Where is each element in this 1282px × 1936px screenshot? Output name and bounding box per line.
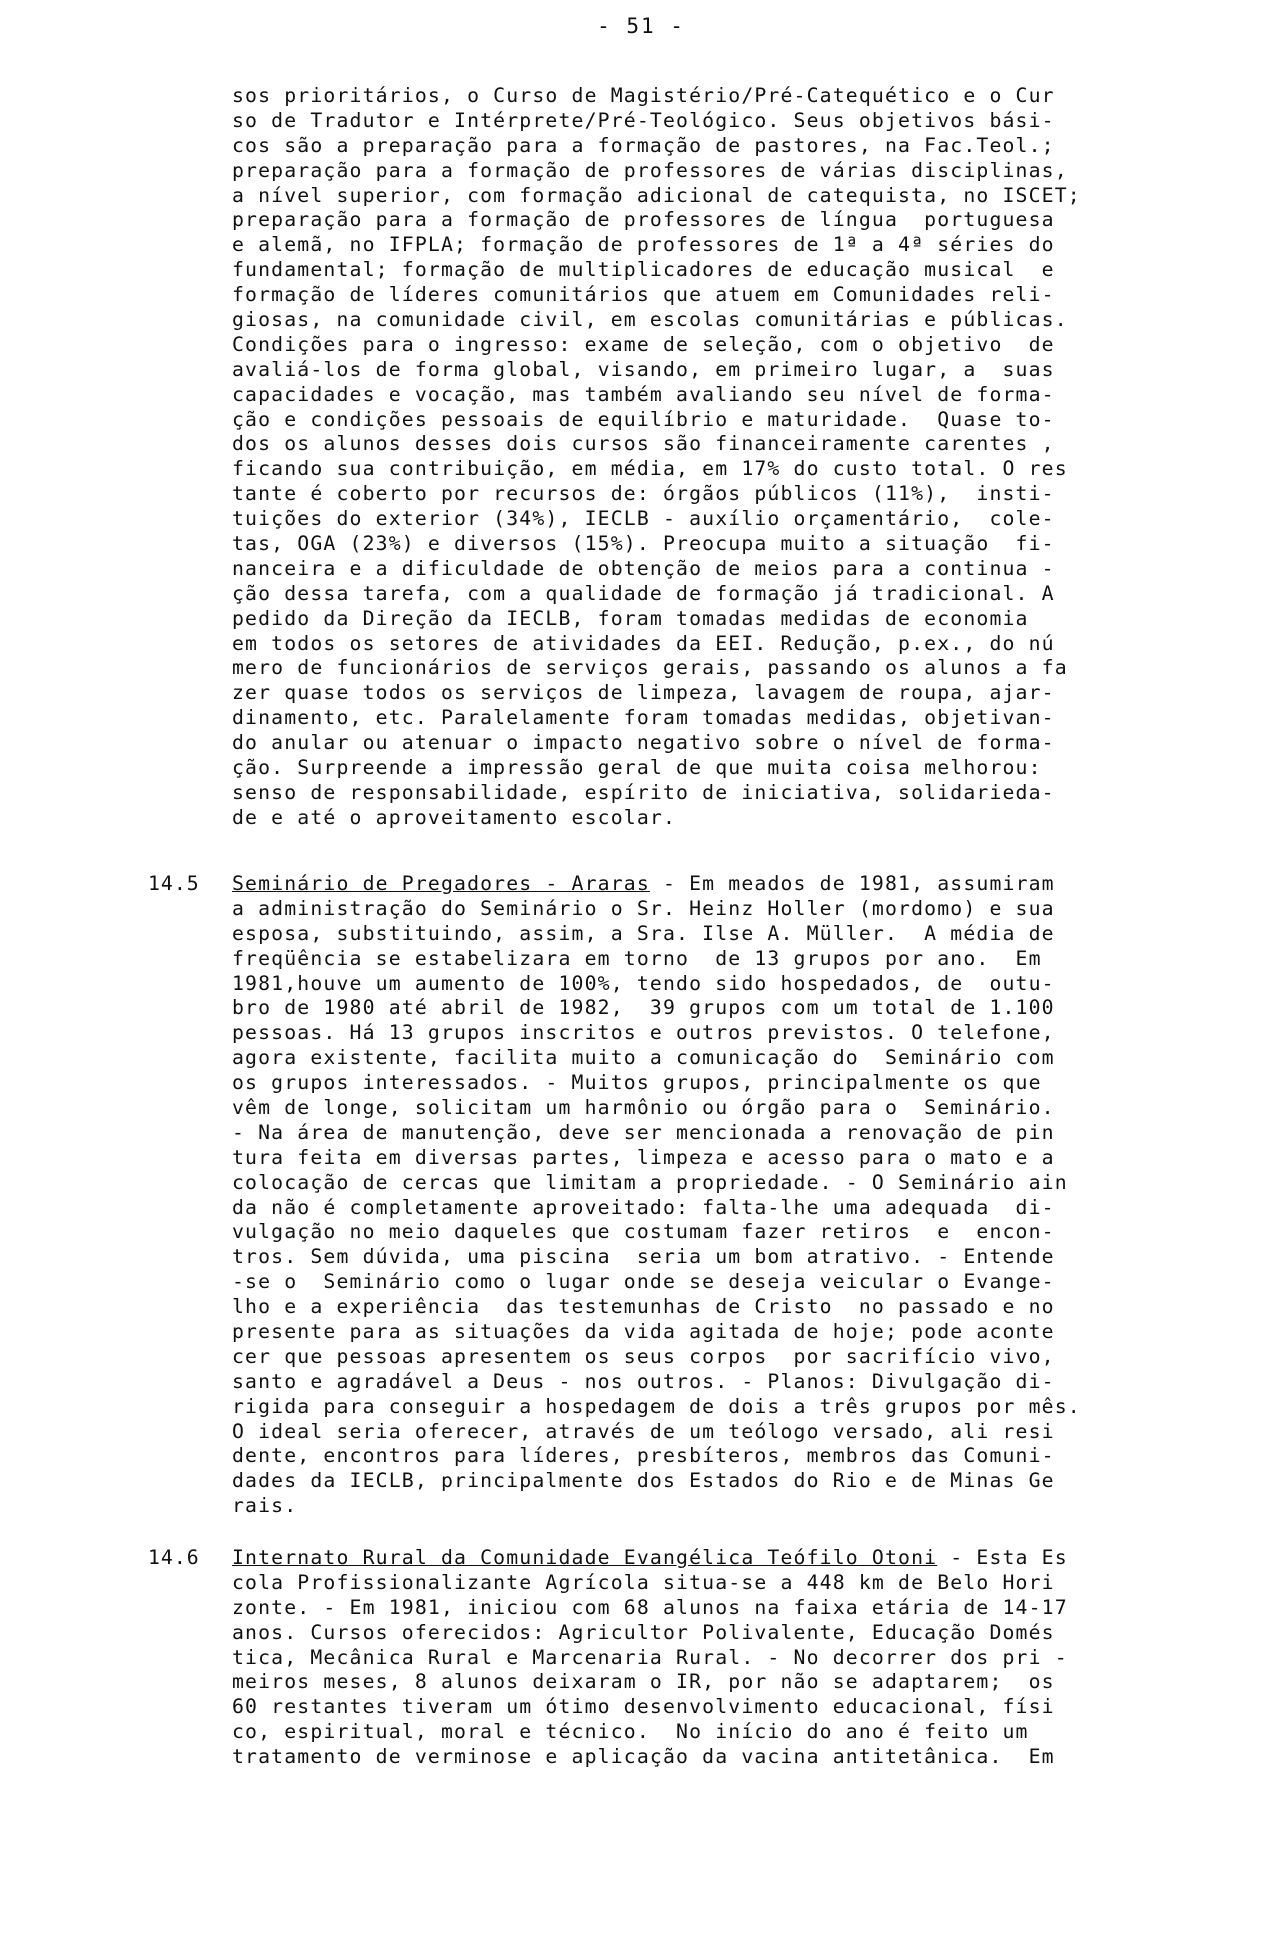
text-line: rigida para conseguir a hospedagem de dois a três grupos por mês.	[232, 1394, 1081, 1418]
text-line: O ideal seria oferecer, através de um teólogo versado, ali resi	[232, 1419, 1055, 1443]
text-line: anos. Cursos oferecidos: Agricultor Polivalente, Educação Domés	[232, 1620, 1055, 1644]
intro-paragraph	[232, 84, 1242, 831]
text-line: pessoas. Há 13 grupos inscritos e outros previstos. O telefone,	[232, 1021, 1055, 1045]
text-line: dades da IECLB, principalmente dos Estados do Rio e de Minas Ge	[232, 1469, 1055, 1493]
text-line: ção. Surpreende a impressão geral de que muita coisa melhorou:	[232, 756, 1042, 780]
text-line: dos os alunos desses dois cursos são financeiramente carentes ,	[232, 432, 1055, 456]
text-line: em todos os setores de atividades da EEI. Redução, p.ex., do nú	[232, 631, 1055, 655]
text-line: Condições para o ingresso: exame de seleção, com o objetivo de	[232, 332, 1055, 356]
section-14-5-paragraph	[232, 872, 1242, 1519]
text-line: bro de 1980 até abril de 1982, 39 grupos com um total de 1.100	[232, 996, 1055, 1020]
text-line: agora existente, facilita muito a comunicação do Seminário com	[232, 1046, 1055, 1070]
text-line: da não é completamente aproveitado: falta-lhe uma adequada di-	[232, 1195, 1055, 1219]
text-line: formação de líderes comunitários que atuem em Comunidades reli-	[232, 283, 1055, 307]
text-line: zer quase todos os serviços de limpeza, lavagem de roupa, ajar-	[232, 681, 1055, 705]
text-line: ção dessa tarefa, com a qualidade de formação já tradicional. A	[232, 581, 1055, 605]
text-line: 60 restantes tiveram um ótimo desenvolvimento educacional, físi	[232, 1695, 1055, 1719]
text-line: dinamento, etc. Paralelamente foram tomadas medidas, objetivan-	[232, 706, 1055, 730]
text-line: e alemã, no IFPLA; formação de professores de 1ª a 4ª séries do	[232, 233, 1055, 257]
section-14-5-heading: Seminário de Pregadores - Araras	[232, 872, 650, 895]
text-line: nanceira e a dificuldade de obtenção de meios para a continua -	[232, 556, 1055, 580]
text-line: tuições do exterior (34%), IECLB - auxílio orçamentário, cole-	[232, 507, 1055, 531]
text-line: 1981,houve um aumento de 100%, tendo sido hospedados, de outu-	[232, 971, 1055, 995]
text-line: rais.	[232, 1494, 298, 1518]
text-line: senso de responsabilidade, espírito de iniciativa, solidarieda-	[232, 780, 1055, 804]
text-line: tas, OGA (23%) e diversos (15%). Preocupa muito a situação fi-	[232, 532, 1055, 556]
text-line: ção e condições pessoais de equilíbrio e maturidade. Quase to-	[232, 407, 1055, 431]
text-line: colocação de cercas que limitam a propriedade. - O Seminário ain	[232, 1170, 1068, 1194]
text-line: de e até o aproveitamento escolar.	[232, 805, 677, 829]
text-line: lho e a experiência das testemunhas de Cristo no passado e no	[232, 1295, 1055, 1319]
text-line: presente para as situações da vida agitada de hoje; pode aconte	[232, 1320, 1055, 1344]
text-line: capacidades e vocação, mas também avaliando seu nível de forma-	[232, 382, 1055, 406]
text-line: preparação para a formação de professores de várias disciplinas,	[232, 158, 1068, 182]
text-line: os grupos interessados. - Muitos grupos, principalmente os que	[232, 1071, 1042, 1095]
text-line: giosas, na comunidade civil, em escolas comunitárias e públicas.	[232, 308, 1068, 332]
text-line: avaliá-los de forma global, visando, em primeiro lugar, a suas	[232, 357, 1055, 381]
text-line: - Na área de manutenção, deve ser mencionada a renovação de pin	[232, 1120, 1055, 1144]
text-line: tica, Mecânica Rural e Marcenaria Rural. - No decorrer dos pri -	[232, 1645, 1068, 1669]
text-line: tante é coberto por recursos de: órgãos públicos (11%), insti-	[232, 482, 1055, 506]
text-line: -se o Seminário como o lugar onde se deseja veicular o Evange-	[232, 1270, 1055, 1294]
text-line: mero de funcionários de serviços gerais, passando os alunos a fa	[232, 656, 1068, 680]
section-number-14-6: 14.6	[148, 1546, 200, 1569]
section-14-5-body	[232, 897, 1242, 1519]
text-line: a nível superior, com formação adicional de catequista, no ISCET;	[232, 183, 1081, 207]
section-number-14-5: 14.5	[148, 872, 200, 895]
section-14-6-paragraph	[232, 1546, 1242, 1770]
section-14-6-first-line-rest: - Esta Es	[937, 1546, 1068, 1569]
text-line: fundamental; formação de multiplicadores de educação musical e	[232, 258, 1055, 282]
section-14-6-heading: Internato Rural da Comunidade Evangélica Teófilo Otoni	[232, 1546, 938, 1569]
text-line: sos prioritários, o Curso de Magistério/Pré-Catequético e o Cur	[232, 84, 1055, 107]
text-line: a administração do Seminário o Sr. Heinz Holler (mordomo) e sua	[232, 896, 1055, 920]
text-line: so de Tradutor e Intérprete/Pré-Teológico. Seus objetivos bási-	[232, 108, 1055, 132]
text-line: do anular ou atenuar o impacto negativo sobre o nível de forma-	[232, 731, 1055, 755]
text-line: meiros meses, 8 alunos deixaram o IR, por não se adaptarem; os	[232, 1670, 1055, 1694]
text-line: esposa, substituindo, assim, a Sra. Ilse A. Müller. A média de	[232, 921, 1055, 945]
text-line: cos são a preparação para a formação de pastores, na Fac.Teol.;	[232, 133, 1055, 157]
section-14-5-first-line-rest: - Em meados de 1981, assumiram	[649, 872, 1055, 895]
section-14-6-first-line	[232, 1546, 1242, 1571]
text-line: cer que pessoas apresentem os seus corpos por sacrifício vivo,	[232, 1344, 1055, 1368]
text-line: pedido da Direção da IECLB, foram tomadas medidas de economia	[232, 606, 1029, 630]
text-line: preparação para a formação de professores de língua portuguesa	[232, 208, 1055, 232]
text-line: cola Profissionalizante Agrícola situa-se a 448 km de Belo Hori	[232, 1570, 1055, 1594]
text-line: tura feita em diversas partes, limpeza e acesso para o mato e a	[232, 1145, 1055, 1169]
section-14-5-first-line	[232, 872, 1242, 897]
text-line: dente, encontros para líderes, presbíteros, membros das Comuni-	[232, 1444, 1055, 1468]
text-line: vêm de longe, solicitam um harmônio ou órgão para o Seminário.	[232, 1096, 1055, 1120]
page-number: - 51 -	[597, 14, 685, 38]
text-line: zonte. - Em 1981, iniciou com 68 alunos na faixa etária de 14-17	[232, 1595, 1068, 1619]
text-line: tratamento de verminose e aplicação da vacina antitetânica. Em	[232, 1745, 1055, 1769]
text-line: ficando sua contribuição, em média, em 17% do custo total. O res	[232, 457, 1068, 481]
text-line: santo e agradável a Deus - nos outros. - Planos: Divulgação di-	[232, 1369, 1055, 1393]
section-14-6-body	[232, 1571, 1242, 1770]
text-line: vulgação no meio daqueles que costumam fazer retiros e encon-	[232, 1220, 1055, 1244]
text-line: co, espiritual, moral e técnico. No início do ano é feito um	[232, 1720, 1029, 1744]
text-line: tros. Sem dúvida, uma piscina seria um bom atrativo. - Entende	[232, 1245, 1055, 1269]
text-line: freqüência se estabelizara em torno de 13 grupos por ano. Em	[232, 946, 1042, 970]
